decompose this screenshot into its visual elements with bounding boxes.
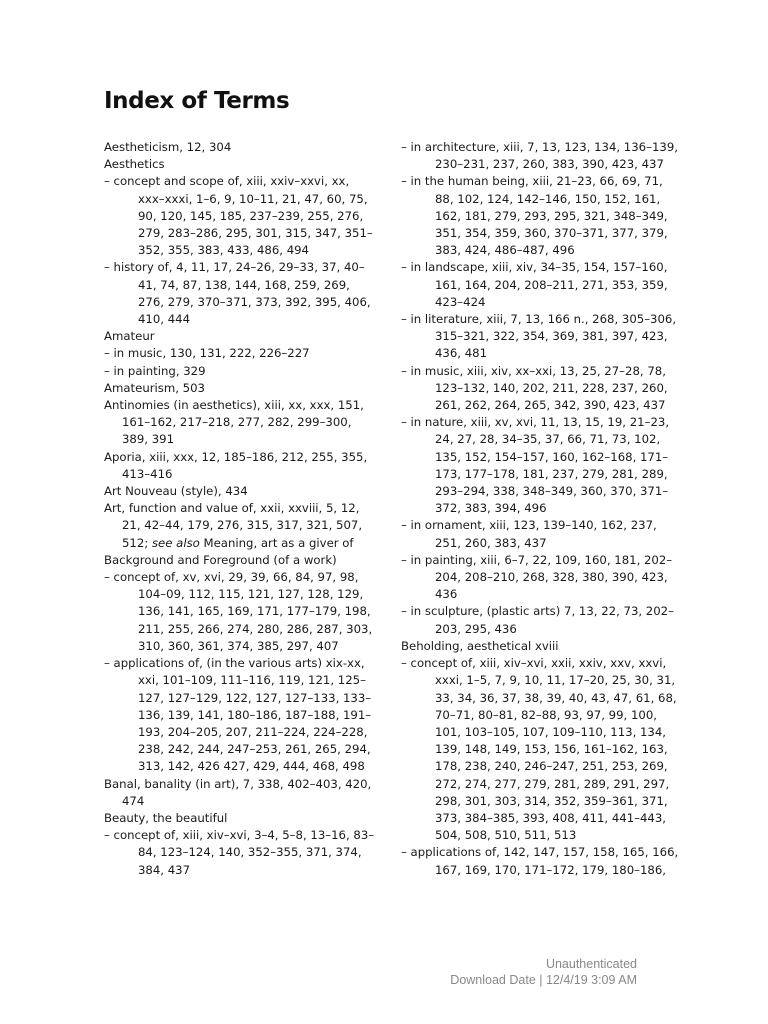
index-entry: Beholding, aesthetical xviii: [401, 638, 559, 653]
index-subentry: – history of, 4, 11, 17, 24–26, 29–33, 37, 40–41, 74, 87, 138, 144, 168, 259, 269, 276, 279, 370–371, 373, 392, 395, 406, 410, 444: [104, 260, 371, 327]
index-subentry: – concept of, xv, xvi, 29, 39, 66, 84, 97, 98, 104–09, 112, 115, 121, 127, 128, 129, 136, 141, 165, 169, 171, 177–179, 198, 211, 255, 266, 274, 280, 286, 287, 303, 310, 360, 361, 374, 385, 297, 407: [104, 570, 373, 653]
index-subentry: – applications of, 142, 147, 157, 158, 165, 166, 167, 169, 170, 171–172, 179, 180–186,: [401, 845, 679, 877]
index-entry: Aporia, xiii, xxx, 12, 185–186, 212, 255, 355, 413–416: [104, 449, 368, 481]
index-entry: Aestheticism, 12, 304: [104, 140, 232, 154]
index-subentry: – in literature, xiii, 7, 13, 166 n., 268, 305–306, 315–321, 322, 354, 369, 381, 397, 423, 436, 481: [401, 312, 677, 361]
auth-status-text: Unauthenticated: [545, 957, 637, 971]
index-entry: Art, function and value of, xxii, xxviii, 5, 12, 21, 42–44, 179, 276, 315, 317, 321, 507, 512; see also Meaning, art as a giver of: [104, 501, 363, 550]
index-column-right: [401, 139, 681, 879]
index-subentry: – in painting, xiii, 6–7, 22, 109, 160, 181, 202–204, 208–210, 268, 328, 380, 390, 423, 436: [401, 552, 673, 602]
index-entry: Beauty, the beautiful: [104, 810, 228, 825]
index-subentry: – applications of, (in the various arts) xix-xx, xxi, 101–109, 111–116, 119, 121, 125–127, 127–129, 122, 127, 127–133, 133–136, 139, 141, 180–186, 187–188, 191–193, 204–205, 207, 211–224, 224–228, 238, 242, 244, 247–253, 261, 265, 294, 313, 142, 426 427, 429, 444, 468, 498: [104, 656, 372, 774]
index-subentry: – concept and scope of, xiii, xxiv–xxvi, xx, xxx–xxxi, 1–6, 9, 10–11, 21, 47, 60, 75, 90, 120, 145, 185, 237–239, 255, 276, 279, 283–286, 295, 301, 315, 347, 351–352, 355, 383, 433, 486, 494: [104, 174, 373, 258]
index-entry: Background and Foreground (of a work): [104, 552, 337, 567]
index-entry: Amateurism, 503: [104, 380, 205, 395]
index-subentry: – concept of, xiii, xiv–xvi, 3–4, 5–8, 13–16, 83–84, 123–124, 140, 352–355, 371, 374, 384, 437: [104, 828, 375, 877]
index-subentry: – in painting, 329: [104, 363, 206, 378]
index-subentry: – in ornament, xiii, 123, 139–140, 162, 237, 251, 260, 383, 437: [401, 518, 657, 550]
download-date-text: Download Date | 12/4/19 3:09 AM: [450, 973, 637, 987]
page-title: Index of Terms: [104, 88, 290, 114]
index-entry: Amateur: [104, 329, 155, 344]
index-subentry: – in architecture, xiii, 7, 13, 123, 134, 136–139, 230–231, 237, 260, 383, 390, 423, 437: [401, 140, 678, 172]
index-subentry: – in landscape, xiii, xiv, 34–35, 154, 157–160, 161, 164, 204, 208–211, 271, 353, 359, 423–424: [401, 260, 668, 309]
index-subentry: – in music, 130, 131, 222, 226–227: [104, 346, 310, 361]
index-column-left: [104, 139, 376, 879]
index-entry: Antinomies (in aesthetics), xiii, xx, xxx, 151, 161–162, 217–218, 277, 282, 299–300, 389, 391: [104, 398, 364, 447]
index-subentry: – in music, xiii, xiv, xx–xxi, 13, 25, 27–28, 78, 123–132, 140, 202, 211, 228, 237, 260, 261, 262, 264, 265, 342, 390, 423, 437: [401, 363, 668, 413]
index-subentry: – in the human being, xiii, 21–23, 66, 69, 71, 88, 102, 124, 142–146, 150, 152, 161, 162, 181, 279, 293, 295, 321, 348–349, 351, 354, 359, 360, 370–371, 377, 379, 383, 424, 486–487, 496: [401, 174, 668, 258]
index-entry: Aesthetics: [104, 157, 165, 172]
index-subentry: – in sculpture, (plastic arts) 7, 13, 22, 73, 202–203, 295, 436: [401, 604, 674, 636]
see-also-label: see also: [151, 535, 200, 550]
index-subentry: – in nature, xiii, xv, xvi, 11, 13, 15, 19, 21–23, 24, 27, 28, 34–35, 37, 66, 71, 73, 102, 135, 152, 154–157, 160, 162–168, 171–173, 177–178, 181, 237, 279, 281, 289, 293–294, 338, 348–349, 360, 370, 371–372, 383, 394, 496: [401, 415, 670, 516]
index-subentry: – concept of, xiii, xiv–xvi, xxii, xxiv, xxv, xxvi, xxxi, 1–5, 7, 9, 10, 11, 17–20, 25, 30, 31, 33, 34, 36, 37, 38, 39, 40, 43, 47, 61, 68, 70–71, 80–81, 82–88, 93, 97, 99, 100, 101, 103–105, 107, 109–110, 113, 134, 139, 148, 149, 153, 156, 161–162, 163, 178, 238, 240, 246–247, 251, 253, 269, 272, 274, 277, 279, 281, 289, 291, 297, 298, 301, 303, 314, 352, 359–361, 371, 373, 384–385, 393, 408, 411, 441–443, 504, 508, 510, 511, 513: [401, 656, 677, 843]
download-watermark: [450, 956, 637, 988]
index-entry: Art Nouveau (style), 434: [104, 484, 248, 499]
index-entry: Banal, banality (in art), 7, 338, 402–403, 420, 474: [104, 776, 372, 808]
